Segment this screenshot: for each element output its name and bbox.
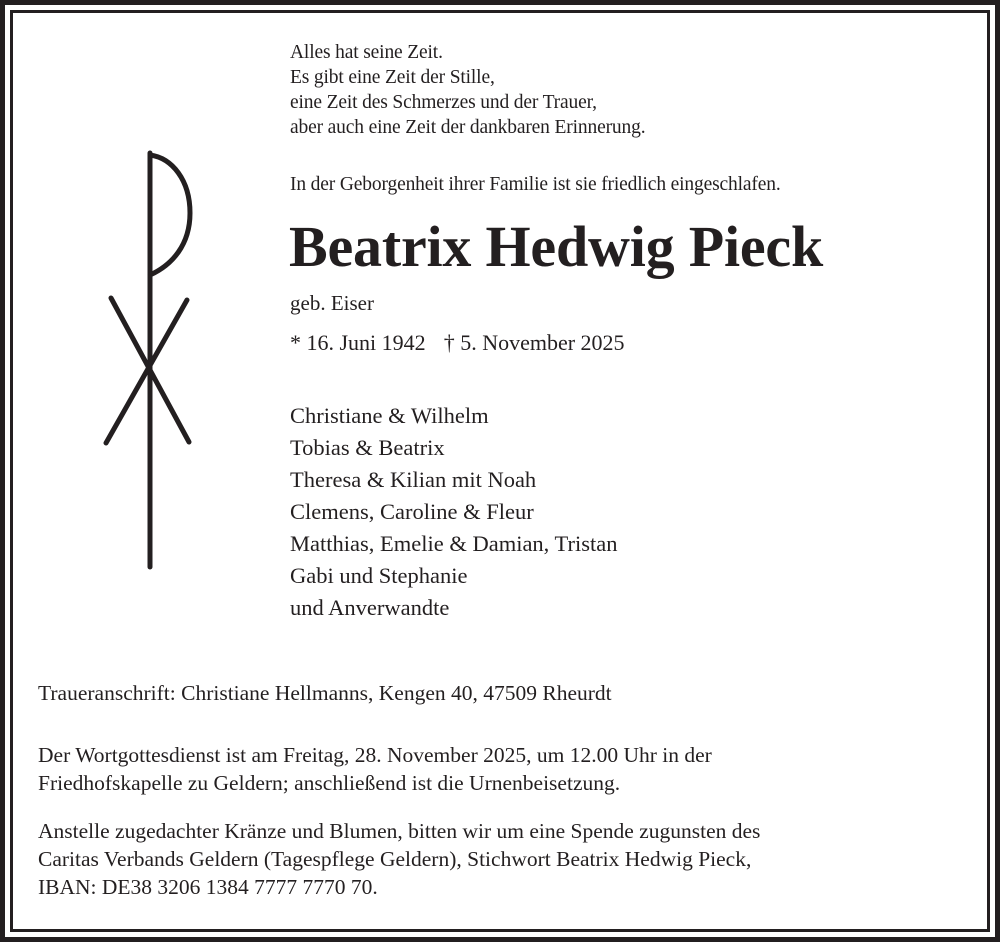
- chi-rho-icon: [95, 145, 205, 575]
- mourner-line: Gabi und Stephanie: [290, 563, 468, 588]
- poem: [290, 40, 645, 140]
- deceased-name: Beatrix Hedwig Pieck: [289, 214, 824, 279]
- mourners-list: [290, 400, 617, 624]
- life-dates: [290, 329, 625, 357]
- mourning-address: Traueranschrift: Christiane Hellmanns, Kengen 40, 47509 Rheurdt: [38, 681, 612, 705]
- poem-line: aber auch eine Zeit der dankbaren Erinnerung.: [290, 117, 646, 138]
- mourner-line: Matthias, Emelie & Damian, Tristan: [290, 531, 618, 556]
- poem-line: Alles hat seine Zeit.: [290, 42, 443, 63]
- birth-date: * 16. Juni 1942: [290, 330, 426, 355]
- mourner-line: Christiane & Wilhelm: [290, 403, 489, 428]
- maiden-name: geb. Eiser: [290, 291, 374, 315]
- mourner-line: und Anverwandte: [290, 595, 450, 620]
- donation-line: Caritas Verbands Geldern (Tagespflege Geldern), Stichwort Beatrix Hedwig Pieck,: [38, 847, 752, 871]
- intro-text: In der Geborgenheit ihrer Familie ist sie friedlich eingeschlafen.: [290, 174, 781, 195]
- service-line: Friedhofskapelle zu Geldern; anschließend ist die Urnenbeisetzung.: [38, 771, 621, 795]
- donation-info: [38, 817, 760, 901]
- mourner-line: Clemens, Caroline & Fleur: [290, 499, 534, 524]
- poem-line: Es gibt eine Zeit der Stille,: [290, 67, 495, 88]
- service-info: [38, 741, 712, 797]
- mourner-line: Theresa & Kilian mit Noah: [290, 467, 537, 492]
- death-date: † 5. November 2025: [443, 330, 625, 355]
- poem-line: eine Zeit des Schmerzes und der Trauer,: [290, 92, 597, 113]
- mourner-line: Tobias & Beatrix: [290, 435, 445, 460]
- donation-line: IBAN: DE38 3206 1384 7777 7770 70.: [38, 875, 378, 899]
- donation-line: Anstelle zugedachter Kränze und Blumen, bitten wir um eine Spende zugunsten des: [38, 819, 761, 843]
- service-line: Der Wortgottesdienst ist am Freitag, 28. November 2025, um 12.00 Uhr in der: [38, 743, 712, 767]
